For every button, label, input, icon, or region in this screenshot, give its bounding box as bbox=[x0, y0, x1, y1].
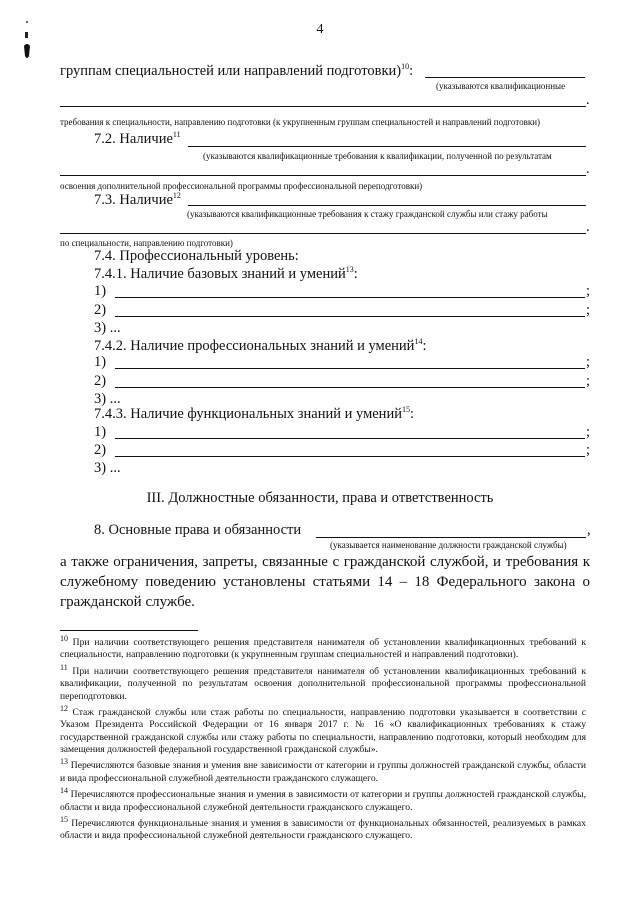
end-7-4-2-1: ; bbox=[586, 354, 591, 370]
end-mark-7-3: . bbox=[586, 219, 590, 235]
footnotes bbox=[60, 633, 586, 843]
item-7-4-1-1: 1) bbox=[94, 283, 107, 299]
item-7-4-2-3: 3) ... bbox=[94, 391, 121, 407]
fill-line-7-4-1-2 bbox=[115, 316, 585, 317]
end-7-4-1-1: ; bbox=[586, 283, 591, 299]
item-7-4-2-2: 2) bbox=[94, 373, 107, 389]
end-7-4-3-2: ; bbox=[586, 442, 591, 458]
group-7-4-1-label: 7.4.1. Наличие базовых знаний и умений$^{13}$: bbox=[94, 265, 358, 282]
label-7-3: 7.3. Наличие$^{12}$ bbox=[94, 191, 181, 208]
hint-7-3a: (указываются квалификационные требования к стажу гражданской службы или стажу работы bbox=[187, 209, 548, 219]
fill-line-7-2b bbox=[60, 175, 586, 176]
footnote-10: $^{10}$ При наличии соответствующего решения представителя нанимателя об установлении квалификационных требований к специальности, направлению подготовки (к укрупненным группам специальностей и направлений подготовки). bbox=[60, 634, 586, 661]
fill-line-7-4-3-2 bbox=[115, 456, 585, 457]
footnote-12: $^{12}$ Стаж гражданской службы или стаж работы по специальности, направлению подготовки указывается в соответствии с Указом Президента Российской Федерации от 16 января 2017 г. № 16 «О квалификационных требованиях к стажу государственной гражданской службы или стажу работы по специальности, направлению подготовки, который необходим для замещения должностей федеральной государственной гражданской службы». bbox=[60, 703, 586, 755]
page-number: 4 bbox=[316, 22, 324, 37]
item-7-4-1-3: 3) ... bbox=[94, 320, 121, 336]
footnote-separator bbox=[60, 630, 198, 631]
level-title: 7.4. Профессиональный уровень: bbox=[94, 248, 299, 264]
item-8-hint: (указывается наименование должности гражданской службы) bbox=[330, 540, 567, 550]
footnote-11: $^{11}$ При наличии соответствующего решения представителя нанимателя об установлении квалификационных требований к квалификации, полученной по результатам освоения дополнительной профессиональной программы профессиональной переподготовки. bbox=[60, 662, 586, 702]
footnote-14: $^{14}$ Перечисляются профессиональные знания и умения в зависимости от категории и группы должностей гражданской службы, области и вида профессиональной служебной деятельности гражданского служащего. bbox=[60, 786, 586, 813]
hint-7-2a: (указываются квалификационные требования к квалификации, полученной по результатам bbox=[203, 151, 552, 161]
group-7-4-2-label: 7.4.2. Наличие профессиональных знаний и умений$^{14}$: bbox=[94, 337, 427, 354]
footnote-15: $^{15}$ Перечисляются функциональные знания и умения в зависимости от функциональных обязанностей, реализуемых в рамках области и вида профессиональной служебной деятельности гражданского служащего. bbox=[60, 814, 586, 842]
item-7-4-2-1: 1) bbox=[94, 354, 107, 370]
punch-hole-mark bbox=[22, 18, 32, 66]
group-7-4-3-label: 7.4.3. Наличие функциональных знаний и умений$^{15}$: bbox=[94, 405, 414, 422]
end-mark-7-1: . bbox=[586, 92, 590, 108]
fill-line-7-3b bbox=[60, 233, 586, 234]
end-7-4-2-2: ; bbox=[586, 373, 591, 389]
fill-line-7-4-1-1 bbox=[115, 297, 585, 298]
fill-line-8 bbox=[316, 537, 586, 538]
hint-7-3b: по специальности, направлению подготовки) bbox=[60, 238, 233, 248]
fill-line-7-4-2-1 bbox=[115, 368, 585, 369]
fill-line-7-2a bbox=[188, 146, 586, 147]
end-7-4-1-2: ; bbox=[586, 302, 591, 318]
block-7-1-text: группам специальностей или направлений подготовки)$^{10}$: bbox=[60, 62, 414, 79]
hint-7-1a: (указываются квалификационные bbox=[436, 81, 566, 91]
section-3-heading: III. Должностные обязанности, права и ответственность bbox=[146, 490, 494, 506]
fill-line-7-1a bbox=[425, 77, 585, 78]
footnote-13: $^{13}$ Перечисляются базовые знания и умения вне зависимости от категории и группы должностей гражданской службы, области и вида профессиональной служебной деятельности гражданского служащего. bbox=[60, 757, 586, 784]
item-8-label: 8. Основные права и обязанности bbox=[94, 522, 302, 538]
hint-7-1b: требования к специальности, направлению подготовки (к укрупненным группам специальностей и направлений подготовки) bbox=[60, 117, 541, 127]
item-7-4-3-3: 3) ... bbox=[94, 460, 121, 476]
fill-line-7-3a bbox=[188, 205, 586, 206]
fill-line-7-4-2-2 bbox=[115, 387, 585, 388]
end-mark-7-2: . bbox=[586, 161, 590, 177]
section-3-paragraph: а также ограничения, запреты, связанные с гражданской службой, и требования к служебному поведению установлены статьями 14 – 18 Федерального закона о гражданской службе. bbox=[60, 554, 590, 610]
item-8-end: , bbox=[587, 522, 591, 538]
end-7-4-3-1: ; bbox=[586, 424, 591, 440]
label-7-2: 7.2. Наличие$^{11}$ bbox=[94, 130, 181, 147]
item-7-4-3-2: 2) bbox=[94, 442, 107, 458]
hint-7-2b: освоения дополнительной профессиональной программы профессиональной переподготовки) bbox=[60, 181, 423, 191]
fill-line-7-4-3-1 bbox=[115, 438, 585, 439]
item-7-4-1-2: 2) bbox=[94, 302, 107, 318]
item-7-4-3-1: 1) bbox=[94, 424, 107, 440]
fill-line-7-1b bbox=[60, 106, 586, 107]
